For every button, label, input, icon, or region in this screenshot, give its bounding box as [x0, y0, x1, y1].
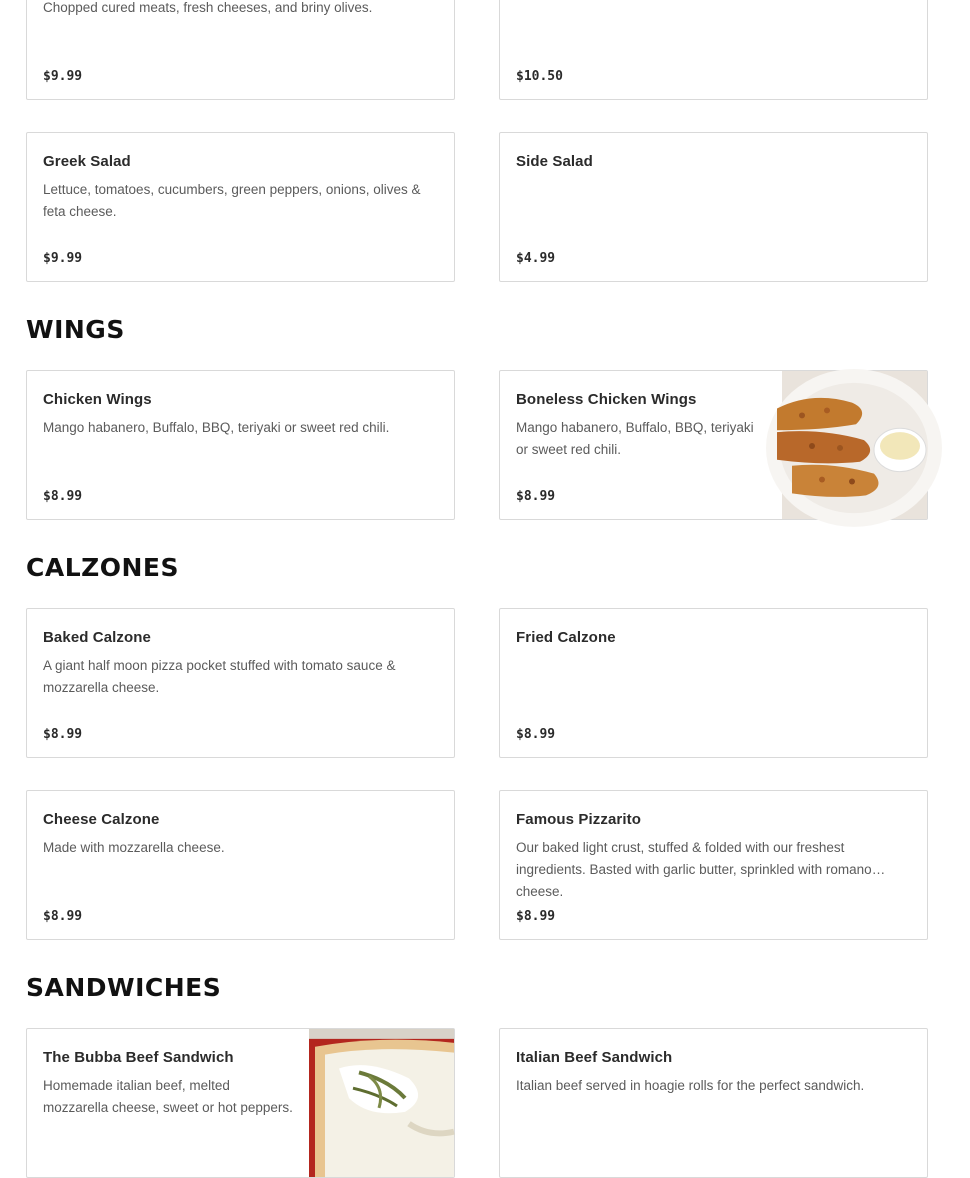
item-description: Our baked light crust, stuffed & folded with our freshest ingredients. Basted with garlic butter, sprinkled with romano cheese.	[516, 840, 872, 899]
item-description: A giant half moon pizza pocket stuffed with tomato sauce & mozzarella cheese.	[43, 658, 396, 695]
menu-item-card[interactable]	[499, 132, 928, 282]
item-description: Mango habanero, Buffalo, BBQ, teriyaki or sweet red chili.	[43, 420, 390, 435]
boneless-wings-image	[782, 371, 927, 519]
item-price: $8.99	[516, 489, 556, 504]
item-description: Homemade italian beef, melted mozzarella cheese, sweet or hot peppers.	[43, 1078, 293, 1115]
item-name: The Bubba Beef Sandwich	[43, 1049, 234, 1066]
item-price: $8.99	[516, 909, 556, 924]
item-name: Greek Salad	[43, 153, 131, 170]
item-name: Famous Pizzarito	[516, 811, 641, 828]
menu-item-card[interactable]	[499, 0, 928, 100]
section-title-sandwiches: SANDWICHES	[26, 973, 222, 1002]
item-price: $8.99	[43, 909, 83, 924]
menu-item-card[interactable]	[26, 370, 455, 520]
menu-item-card[interactable]	[26, 1028, 455, 1178]
item-price: $4.99	[516, 251, 556, 266]
menu-item-card[interactable]	[26, 0, 455, 100]
menu-item-card[interactable]	[499, 608, 928, 758]
menu-item-card[interactable]	[26, 132, 455, 282]
item-name: Boneless Chicken Wings	[516, 391, 697, 408]
menu-item-card[interactable]	[499, 370, 928, 520]
item-name: Italian Beef Sandwich	[516, 1049, 673, 1066]
section-title-wings: WINGS	[26, 315, 125, 344]
menu-item-card[interactable]	[499, 790, 928, 940]
menu-item-card[interactable]	[26, 790, 455, 940]
section-title-calzones: CALZONES	[26, 553, 180, 582]
item-price: $8.99	[516, 727, 556, 742]
item-description: Italian beef served in hoagie rolls for the perfect sandwich.	[516, 1078, 865, 1093]
item-description: Chopped cured meats, fresh cheeses, and briny olives.	[43, 0, 373, 15]
menu-item-card[interactable]	[499, 1028, 928, 1178]
item-price: $9.99	[43, 251, 83, 266]
item-description: Mango habanero, Buffalo, BBQ, teriyaki or sweet red chili.	[516, 420, 754, 457]
menu-item-card[interactable]	[26, 608, 455, 758]
item-name: Side Salad	[516, 153, 593, 170]
item-price: $10.50	[516, 69, 563, 84]
item-price: $8.99	[43, 727, 83, 742]
item-name: Fried Calzone	[516, 629, 616, 646]
item-description: Lettuce, tomatoes, cucumbers, green peppers, onions, olives & feta cheese.	[43, 182, 421, 219]
item-price: $8.99	[43, 489, 83, 504]
item-name: Chicken Wings	[43, 391, 152, 408]
item-description: Made with mozzarella cheese.	[43, 840, 225, 855]
bubba-beef-sandwich-image	[309, 1029, 454, 1177]
item-name: Baked Calzone	[43, 629, 151, 646]
item-name: Cheese Calzone	[43, 811, 160, 828]
item-price: $9.99	[43, 69, 83, 84]
